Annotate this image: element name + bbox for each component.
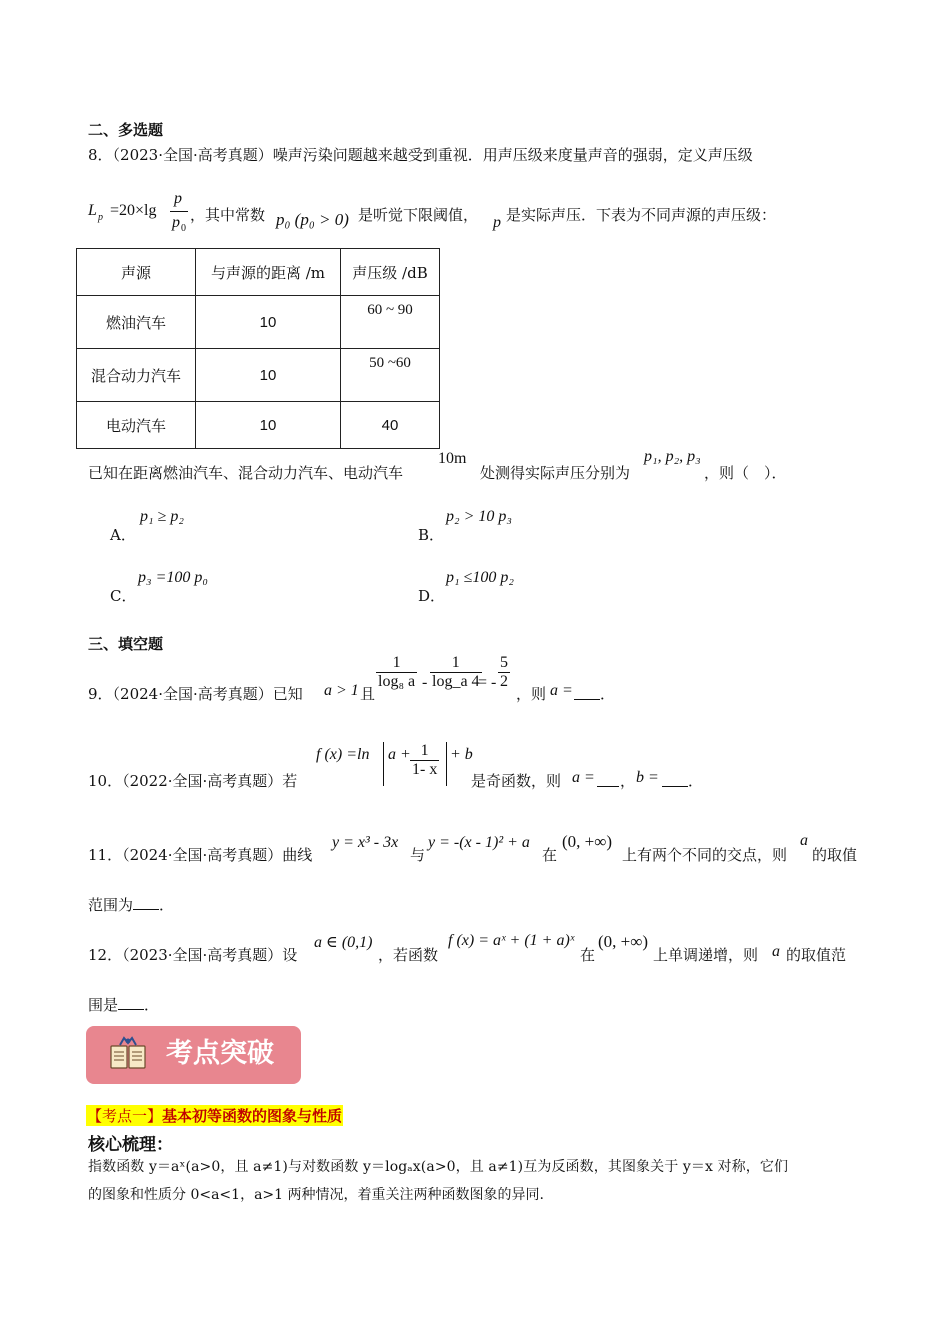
table-cell: 10: [196, 402, 341, 449]
q9-fraction-2: [430, 654, 482, 690]
table-cell: 60 ~ 90: [341, 296, 440, 349]
banner-title: 考点突破: [166, 1038, 274, 1069]
q12-func: f (x) = aˣ + (1 + a)ˣ: [448, 932, 575, 949]
core-line1: 指数函数 y＝aˣ(a>0，且 a≠1)与对数函数 y＝logₐx(a>0，且 a≠1)互为反函数，其图象关于 y＝x 对称，它们: [88, 1159, 789, 1175]
q9-end: ．: [600, 685, 616, 703]
table-cell: 40: [341, 402, 440, 449]
q11-var: a: [800, 832, 808, 849]
q11-curve1: y = x³ - 3x: [332, 834, 399, 851]
q12-answer-blank[interactable]: [118, 995, 144, 1010]
formula-mid: =20×lg: [110, 202, 157, 219]
q10-plus-b: + b: [450, 746, 473, 763]
formula-text-a: ，其中常数: [190, 206, 266, 224]
q11: [88, 832, 878, 872]
q10-abs-right: [446, 742, 447, 786]
q11-line2: [88, 894, 174, 915]
core-line2: 的图象和性质分 0<a<1，a>1 两种情况，着重关注两种函数图象的异同.: [88, 1187, 544, 1203]
section-title-multiple-choice: 二、多选题: [88, 121, 164, 139]
q10: [88, 742, 848, 792]
sound-level-table: [76, 248, 440, 449]
table-cell: 电动汽车: [77, 402, 196, 449]
q11-answer-blank[interactable]: [133, 895, 159, 910]
table-header-row: [77, 249, 440, 296]
formula-den-sub: 0: [181, 223, 186, 234]
q9: [88, 654, 848, 706]
formula-fraction-bar: [170, 211, 188, 212]
q11-curve2: y = -(x - 1)² + a: [428, 834, 530, 851]
q9-f3-num: 5: [500, 654, 508, 671]
q12-mid2: 上单调递增，则: [653, 946, 759, 964]
q12-line2: [88, 994, 159, 1015]
table-row: [77, 349, 440, 402]
q12-var: a: [772, 943, 780, 960]
q10-fraction: [410, 742, 439, 778]
q9-f2-den: log_a 4: [432, 672, 480, 690]
q11-mid: 上有两个不同的交点，则: [622, 846, 788, 864]
known-text-b: 处测得实际声压分别为: [480, 464, 631, 482]
table-header-cell: 与声源的距离 /m: [196, 249, 341, 296]
q9-eq: = -: [478, 674, 497, 691]
q9-f2-num: 1: [430, 654, 482, 673]
q11-on: 在: [542, 846, 558, 864]
q12-end: ．: [144, 996, 160, 1014]
formula-lhs: L: [88, 202, 97, 219]
q10-frac-den: 1- x: [412, 760, 438, 778]
known-text-a: 已知在距离燃油汽车、混合动力汽车、电动汽车: [88, 464, 404, 482]
section-title-fill-in: 三、填空题: [88, 635, 164, 653]
option-expr: p₂ > 10 p₃: [446, 508, 512, 525]
option-expr: p₃ =100 p₀: [138, 569, 208, 586]
formula-lhs-sub: p: [98, 212, 103, 223]
formula-text-b: 是听觉下限阈值，: [358, 206, 479, 224]
q10-comma: ，: [620, 772, 636, 790]
q9-f1-num: 1: [376, 654, 417, 673]
table-cell: 10: [196, 349, 341, 402]
q9-f1-den: log₈ a: [378, 672, 416, 690]
table-row: [77, 402, 440, 449]
q11-prefix: 11．（2024·全国·高考真题）曲线: [88, 846, 313, 864]
q9-ask: a =: [550, 682, 573, 699]
q10-abs-a: a +: [388, 746, 411, 763]
option-expr: p₁ ≥ p₂: [140, 508, 184, 525]
q11-with: 与: [410, 846, 426, 864]
q10-prefix: 10．（2022·全国·高考真题）若: [88, 772, 298, 790]
topic-title: 基本初等函数的图象与性质: [162, 1107, 343, 1125]
q9-prefix: 9．（2024·全国·高考真题）已知: [88, 685, 303, 703]
core-heading: 核心梳理：: [88, 1135, 173, 1155]
topic-bracket-label: 【考点一】: [87, 1107, 163, 1125]
q8-known-line: [88, 448, 848, 488]
q12-line2-text: 围是: [88, 996, 119, 1014]
topic-label: [86, 1105, 343, 1126]
option-label: A．: [110, 526, 136, 544]
q10-frac-num: 1: [410, 742, 439, 761]
q12-interval: (0, +∞): [598, 932, 649, 951]
q12-tail: 的取值范: [786, 946, 847, 964]
q12-mid1: ，若函数: [378, 946, 439, 964]
q10-ask-b: b =: [636, 769, 659, 786]
q9-minus: -: [422, 674, 428, 691]
known-vars: p₁, p₂, p₃: [644, 448, 701, 465]
q9-cond: a > 1: [324, 682, 359, 699]
q9-fraction-3: [498, 654, 510, 690]
q12: [88, 930, 878, 970]
option-label: C．: [110, 587, 137, 605]
table-header-cell: 声源: [77, 249, 196, 296]
q10-answer-blank-b[interactable]: [662, 772, 688, 787]
q9-mid: 且: [360, 685, 376, 703]
q9-answer-blank[interactable]: [574, 685, 600, 700]
q12-on: 在: [580, 946, 596, 964]
q10-mid: 是奇函数，则: [471, 772, 562, 790]
table-row: [77, 296, 440, 349]
const-expr: p₀ (p₀ > 0): [276, 210, 349, 229]
option-label: D．: [418, 587, 446, 605]
formula-den: p: [172, 214, 180, 231]
q11-tail: 的取值: [812, 846, 858, 864]
q10-answer-blank-a[interactable]: [597, 772, 619, 787]
q10-abs-left: [383, 742, 384, 786]
option-expr: p₁ ≤100 p₂: [446, 569, 514, 586]
table-cell: 50 ~60: [341, 349, 440, 402]
q9-f3-den: 2: [500, 672, 508, 690]
q12-prefix: 12．（2023·全国·高考真题）设: [88, 946, 298, 964]
option-label: B．: [418, 526, 445, 544]
q9-fraction-1: [376, 654, 417, 690]
q12-cond: a ∈ (0,1): [314, 934, 373, 951]
q11-interval: (0, +∞): [562, 832, 613, 851]
q10-end: ．: [688, 772, 704, 790]
known-text-c: ，则（ ）．: [704, 464, 787, 482]
q11-end: ．: [159, 896, 175, 914]
q8-stem-line1: 8．（2023·全国·高考真题）噪声污染问题越来越受到重视．用声压级来度量声音的强弱，定义声压级: [88, 146, 753, 164]
table-cell: 混合动力汽车: [77, 349, 196, 402]
table-header-cell: 声压级 /dB: [341, 249, 440, 296]
formula-num: p: [174, 190, 182, 207]
q10-f: f (x) =ln: [316, 746, 370, 763]
table-cell: 10: [196, 296, 341, 349]
known-distance: 10m: [438, 450, 467, 467]
q11-line2-text: 范围为: [88, 896, 134, 914]
q10-ask-a: a =: [572, 769, 595, 786]
table-cell: 燃油汽车: [77, 296, 196, 349]
open-book-icon: [108, 1036, 148, 1076]
formula-text-c: 是实际声压．下表为不同声源的声压级：: [506, 206, 777, 224]
q9-tail: ，则: [516, 685, 547, 703]
p-var: p: [493, 214, 501, 231]
